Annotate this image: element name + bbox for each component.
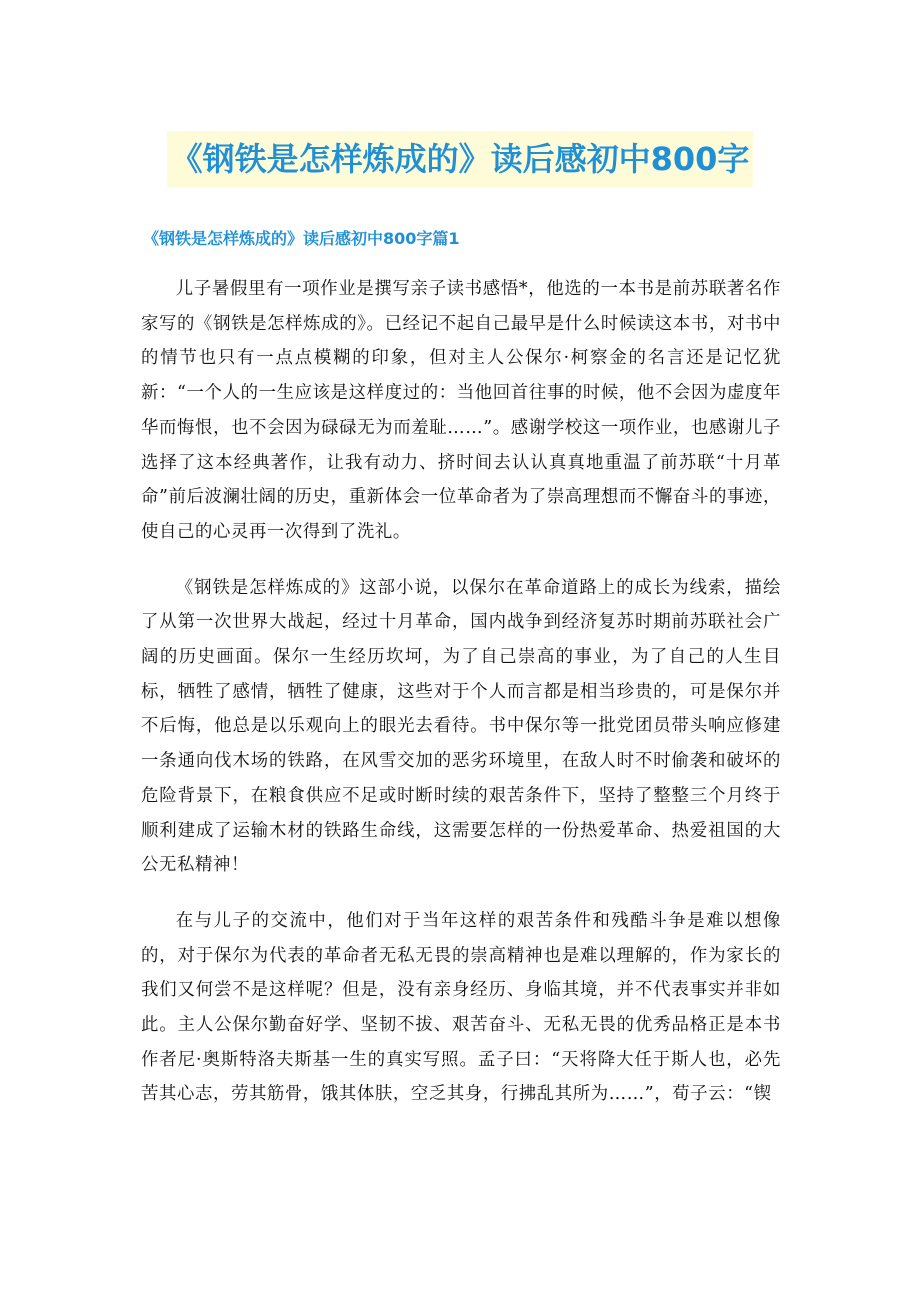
paragraph-1: 儿子暑假里有一项作业是撰写亲子读书感悟*，他选的一本书是前苏联著名作家写的《钢铁是怎样炼成的》。已经记不起自己最早是什么时候读这本书，对书中的情节也只有一点点模糊的印象，但对主人公保尔·柯察金的名言还是记忆犹新：“一个人的一生应该是这样度过的：当他回首往事的时候，他不会因为虚度年华而悔恨，也不会因为碌碌无为而羞耻……”。感谢学校这一项作业，也感谢儿子选择了这本经典著作，让我有动力、挤时间去认认真真地重温了前苏联“十月革命”前后波澜壮阔的历史，重新体会一位革命者为了崇高理想而不懈奋斗的事迹，使自己的心灵再一次得到了洗礼。: [141, 279, 781, 542]
document-title: 《钢铁是怎样炼成的》读后感初中800字: [167, 131, 754, 187]
paragraph-2: 《钢铁是怎样炼成的》这部小说，以保尔在革命道路上的成长为线索，描绘了从第一次世界大战起，经过十月革命，国内战争到经济复苏时期前苏联社会广阔的历史画面。保尔一生经历坎坷，为了自己崇高的事业，为了自己的人生目标，牺牲了感情，牺牲了健康，这些对于个人而言都是相当珍贵的，可是保尔并不后悔，他总是以乐观向上的眼光去看待。书中保尔等一批党团员带头响应修建一条通向伐木场的铁路，在风雪交加的恶劣环境里，在敌人时不时偷袭和破坏的危险背景下，在粮食供应不足或时断时续的艰苦条件下，坚持了整整三个月终于顺利建成了运输木材的铁路生命线，这需要怎样的一份热爱革命、热爱祖国的大公无私精神！: [141, 577, 781, 876]
document-body: [141, 272, 781, 1133]
paragraph-3: 在与儿子的交流中，他们对于当年这样的艰苦条件和残酷斗争是难以想像的，对于保尔为代表的革命者无私无畏的崇高精神也是难以理解的，作为家长的我们又何尝不是这样呢？但是，没有亲身经历、身临其境，并不代表事实并非如此。主人公保尔勤奋好学、坚韧不拔、艰苦奋斗、无私无畏的优秀品格正是本书作者尼·奥斯特洛夫斯基一生的真实写照。孟子曰：“天将降大任于斯人也，必先苦其心志，劳其筋骨，饿其体肤，空乏其身，行拂乱其所为……”，荀子云：“锲: [141, 910, 781, 1105]
title-container: [0, 131, 920, 187]
section-heading: 《钢铁是怎样炼成的》读后感初中800字篇1: [143, 229, 460, 248]
